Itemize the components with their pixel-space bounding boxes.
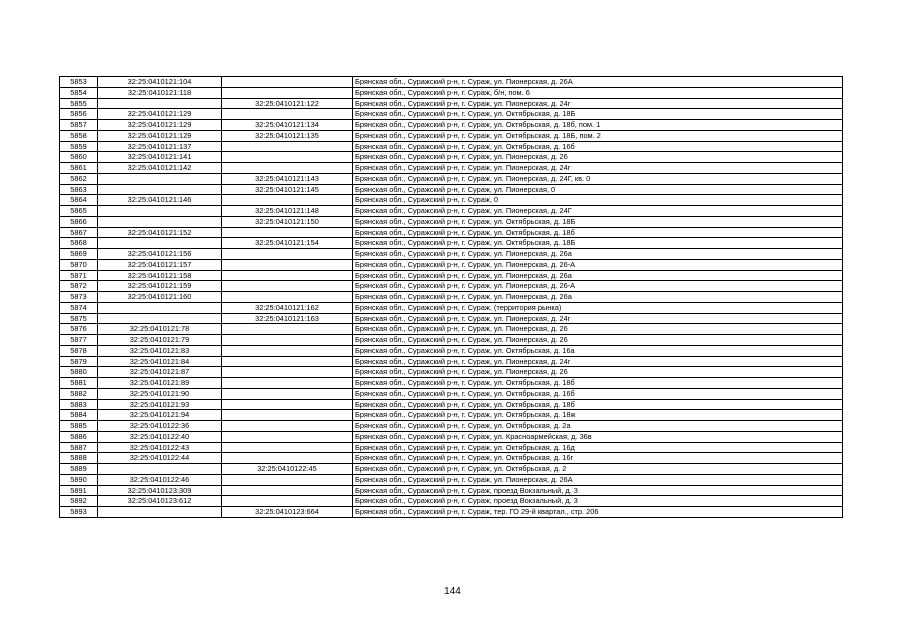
row-number-cell: 5884 (60, 410, 98, 421)
row-number-cell: 5867 (60, 227, 98, 238)
row-number-cell: 5886 (60, 431, 98, 442)
row-number-cell: 5887 (60, 442, 98, 453)
parent-cadastral-number-cell (222, 335, 353, 346)
address-cell: Брянская обл., Суражский р-н, г. Сураж, б/н, пом. 6 (353, 87, 843, 98)
cadastral-number-cell: 32:25:0410123:309 (98, 485, 222, 496)
parent-cadastral-number-cell: 32:25:0410121:162 (222, 302, 353, 313)
parent-cadastral-number-cell: 32:25:0410121:135 (222, 130, 353, 141)
row-number-cell: 5893 (60, 507, 98, 518)
parent-cadastral-number-cell (222, 77, 353, 88)
table-row (60, 141, 843, 152)
cadastral-number-cell: 32:25:0410122:44 (98, 453, 222, 464)
row-number-cell: 5881 (60, 378, 98, 389)
address-cell: Брянская обл., Суражский р-н, г. Сураж, (территория рынка) (353, 302, 843, 313)
address-cell: Брянская обл., Суражский р-н, г. Сураж, ул. Пионерская, д. 26а (353, 270, 843, 281)
address-cell: Брянская обл., Суражский р-н, г. Сураж, ул. Октябрьская, д. 18Б (353, 238, 843, 249)
table-row (60, 216, 843, 227)
address-cell: Брянская обл., Суражский р-н, г. Сураж, ул. Пионерская, д. 24г (353, 163, 843, 174)
table-row (60, 453, 843, 464)
parent-cadastral-number-cell: 32:25:0410121:122 (222, 98, 353, 109)
address-cell: Брянская обл., Суражский р-н, г. Сураж, ул. Октябрьская, д. 2а (353, 421, 843, 432)
parent-cadastral-number-cell (222, 378, 353, 389)
address-cell: Брянская обл., Суражский р-н, г. Сураж, ул. Пионерская, д. 24г (353, 313, 843, 324)
cadastral-number-cell (98, 464, 222, 475)
property-table (59, 76, 843, 518)
table-row (60, 324, 843, 335)
table-row (60, 98, 843, 109)
cadastral-number-cell: 32:25:0410121:160 (98, 292, 222, 303)
parent-cadastral-number-cell: 32:25:0410122:45 (222, 464, 353, 475)
cadastral-number-cell (98, 238, 222, 249)
row-number-cell: 5859 (60, 141, 98, 152)
table-row (60, 410, 843, 421)
parent-cadastral-number-cell (222, 152, 353, 163)
address-cell: Брянская обл., Суражский р-н, г. Сураж, ул. Октябрьская, д. 18Б (353, 109, 843, 120)
row-number-cell: 5882 (60, 388, 98, 399)
parent-cadastral-number-cell (222, 474, 353, 485)
parent-cadastral-number-cell (222, 431, 353, 442)
row-number-cell: 5860 (60, 152, 98, 163)
row-number-cell: 5876 (60, 324, 98, 335)
cadastral-number-cell: 32:25:0410121:159 (98, 281, 222, 292)
table-row (60, 421, 843, 432)
cadastral-number-cell: 32:25:0410121:118 (98, 87, 222, 98)
address-cell: Брянская обл., Суражский р-н, г. Сураж, ул. Пионерская, д. 26 (353, 324, 843, 335)
parent-cadastral-number-cell (222, 259, 353, 270)
address-cell: Брянская обл., Суражский р-н, г. Сураж, ул. Октябрьская, д. 18б (353, 399, 843, 410)
address-cell: Брянская обл., Суражский р-н, г. Сураж, ул. Октябрьская, д. 18б (353, 227, 843, 238)
table-row (60, 195, 843, 206)
parent-cadastral-number-cell (222, 109, 353, 120)
cadastral-number-cell: 32:25:0410122:43 (98, 442, 222, 453)
table-row (60, 431, 843, 442)
address-cell: Брянская обл., Суражский р-н, г. Сураж, ул. Октябрьская, д. 18б (353, 378, 843, 389)
row-number-cell: 5869 (60, 249, 98, 260)
address-cell: Брянская обл., Суражский р-н, г. Сураж, ул. Пионерская, д. 26 (353, 335, 843, 346)
row-number-cell: 5878 (60, 345, 98, 356)
parent-cadastral-number-cell (222, 356, 353, 367)
row-number-cell: 5873 (60, 292, 98, 303)
parent-cadastral-number-cell (222, 270, 353, 281)
parent-cadastral-number-cell: 32:25:0410121:163 (222, 313, 353, 324)
parent-cadastral-number-cell (222, 227, 353, 238)
cadastral-number-cell (98, 313, 222, 324)
parent-cadastral-number-cell: 32:25:0410121:154 (222, 238, 353, 249)
row-number-cell: 5857 (60, 120, 98, 131)
row-number-cell: 5868 (60, 238, 98, 249)
parent-cadastral-number-cell (222, 399, 353, 410)
cadastral-number-cell: 32:25:0410121:137 (98, 141, 222, 152)
parent-cadastral-number-cell (222, 442, 353, 453)
address-cell: Брянская обл., Суражский р-н, г. Сураж, ул. Пионерская, д. 26-А (353, 259, 843, 270)
table-row (60, 184, 843, 195)
cadastral-number-cell: 32:25:0410121:129 (98, 120, 222, 131)
parent-cadastral-number-cell (222, 388, 353, 399)
address-cell: Брянская обл., Суражский р-н, г. Сураж, тер. ГО 29-й квартал., стр. 206 (353, 507, 843, 518)
address-cell: Брянская обл., Суражский р-н, г. Сураж, ул. Октябрьская, д. 18Б, пом. 2 (353, 130, 843, 141)
cadastral-number-cell (98, 184, 222, 195)
table-row (60, 227, 843, 238)
address-cell: Брянская обл., Суражский р-н, г. Сураж, ул. Октябрьская, д. 16б (353, 141, 843, 152)
table-row (60, 238, 843, 249)
row-number-cell: 5862 (60, 173, 98, 184)
parent-cadastral-number-cell (222, 485, 353, 496)
parent-cadastral-number-cell (222, 367, 353, 378)
cadastral-number-cell: 32:25:0410121:129 (98, 109, 222, 120)
address-cell: Брянская обл., Суражский р-н, г. Сураж, ул. Пионерская, д. 26А (353, 77, 843, 88)
address-cell: Брянская обл., Суражский р-н, г. Сураж, ул. Октябрьская, д. 16д (353, 442, 843, 453)
address-cell: Брянская обл., Суражский р-н, г. Сураж, ул. Октябрьская, д. 18ж (353, 410, 843, 421)
property-table-body (60, 77, 843, 518)
row-number-cell: 5865 (60, 206, 98, 217)
table-row (60, 270, 843, 281)
table-row (60, 356, 843, 367)
table-row (60, 152, 843, 163)
cadastral-number-cell: 32:25:0410121:89 (98, 378, 222, 389)
parent-cadastral-number-cell: 32:25:0410123:664 (222, 507, 353, 518)
row-number-cell: 5889 (60, 464, 98, 475)
row-number-cell: 5858 (60, 130, 98, 141)
table-row (60, 302, 843, 313)
cadastral-number-cell: 32:25:0410121:87 (98, 367, 222, 378)
parent-cadastral-number-cell (222, 345, 353, 356)
cadastral-number-cell: 32:25:0410122:40 (98, 431, 222, 442)
row-number-cell: 5885 (60, 421, 98, 432)
table-row (60, 507, 843, 518)
address-cell: Брянская обл., Суражский р-н, г. Сураж, ул. Пионерская, д. 26а (353, 292, 843, 303)
table-row (60, 120, 843, 131)
row-number-cell: 5891 (60, 485, 98, 496)
cadastral-number-cell: 32:25:0410122:36 (98, 421, 222, 432)
row-number-cell: 5871 (60, 270, 98, 281)
cadastral-number-cell: 32:25:0410121:129 (98, 130, 222, 141)
parent-cadastral-number-cell (222, 324, 353, 335)
cadastral-number-cell (98, 507, 222, 518)
cadastral-number-cell: 32:25:0410121:79 (98, 335, 222, 346)
page-number: 144 (444, 586, 461, 597)
address-cell: Брянская обл., Суражский р-н, г. Сураж, ул. Пионерская, 0 (353, 184, 843, 195)
cadastral-number-cell: 32:25:0410121:142 (98, 163, 222, 174)
address-cell: Брянская обл., Суражский р-н, г. Сураж, ул. Пионерская, д. 26 (353, 367, 843, 378)
address-cell: Брянская обл., Суражский р-н, г. Сураж, ул. Октябрьская, д. 18Б (353, 216, 843, 227)
cadastral-number-cell: 32:25:0410121:78 (98, 324, 222, 335)
cadastral-number-cell (98, 206, 222, 217)
address-cell: Брянская обл., Суражский р-н, г. Сураж, ул. Красноармейская, д. 36в (353, 431, 843, 442)
row-number-cell: 5870 (60, 259, 98, 270)
row-number-cell: 5861 (60, 163, 98, 174)
address-cell: Брянская обл., Суражский р-н, г. Сураж, ул. Пионерская, д. 24Г, кв. 0 (353, 173, 843, 184)
table-row (60, 442, 843, 453)
parent-cadastral-number-cell (222, 249, 353, 260)
address-cell: Брянская обл., Суражский р-н, г. Сураж, ул. Пионерская, д. 24Г (353, 206, 843, 217)
address-cell: Брянская обл., Суражский р-н, г. Сураж, ул. Пионерская, д. 26а (353, 249, 843, 260)
address-cell: Брянская обл., Суражский р-н, г. Сураж, ул. Октябрьская, д. 2 (353, 464, 843, 475)
table-row (60, 399, 843, 410)
row-number-cell: 5880 (60, 367, 98, 378)
cadastral-number-cell: 32:25:0410123:612 (98, 496, 222, 507)
row-number-cell: 5883 (60, 399, 98, 410)
table-row (60, 163, 843, 174)
address-cell: Брянская обл., Суражский р-н, г. Сураж, ул. Пионерская, д. 26 (353, 152, 843, 163)
address-cell: Брянская обл., Суражский р-н, г. Сураж, ул. Пионерская, д. 24г (353, 356, 843, 367)
table-row (60, 281, 843, 292)
cadastral-number-cell: 32:25:0410122:46 (98, 474, 222, 485)
parent-cadastral-number-cell (222, 195, 353, 206)
cadastral-number-cell: 32:25:0410121:157 (98, 259, 222, 270)
parent-cadastral-number-cell: 32:25:0410121:134 (222, 120, 353, 131)
parent-cadastral-number-cell (222, 421, 353, 432)
row-number-cell: 5879 (60, 356, 98, 367)
table-row (60, 378, 843, 389)
table-row (60, 485, 843, 496)
cadastral-number-cell: 32:25:0410121:93 (98, 399, 222, 410)
address-cell: Брянская обл., Суражский р-н, г. Сураж, ул. Октябрьская, д. 18б, пом. 1 (353, 120, 843, 131)
table-row (60, 496, 843, 507)
row-number-cell: 5892 (60, 496, 98, 507)
table-row (60, 474, 843, 485)
parent-cadastral-number-cell: 32:25:0410121:145 (222, 184, 353, 195)
row-number-cell: 5888 (60, 453, 98, 464)
cadastral-number-cell (98, 216, 222, 227)
cadastral-number-cell: 32:25:0410121:94 (98, 410, 222, 421)
row-number-cell: 5864 (60, 195, 98, 206)
table-row (60, 335, 843, 346)
table-row (60, 173, 843, 184)
cadastral-number-cell: 32:25:0410121:152 (98, 227, 222, 238)
cadastral-number-cell: 32:25:0410121:90 (98, 388, 222, 399)
table-row (60, 259, 843, 270)
parent-cadastral-number-cell: 32:25:0410121:148 (222, 206, 353, 217)
table-row (60, 367, 843, 378)
cadastral-number-cell: 32:25:0410121:84 (98, 356, 222, 367)
cadastral-number-cell (98, 302, 222, 313)
table-row (60, 77, 843, 88)
table-row (60, 206, 843, 217)
row-number-cell: 5863 (60, 184, 98, 195)
address-cell: Брянская обл., Суражский р-н, г. Сураж, проезд Вокзальный, д. 3 (353, 496, 843, 507)
row-number-cell: 5856 (60, 109, 98, 120)
address-cell: Брянская обл., Суражский р-н, г. Сураж, ул. Пионерская, д. 26-А (353, 281, 843, 292)
parent-cadastral-number-cell (222, 281, 353, 292)
row-number-cell: 5874 (60, 302, 98, 313)
row-number-cell: 5853 (60, 77, 98, 88)
cadastral-number-cell: 32:25:0410121:141 (98, 152, 222, 163)
row-number-cell: 5866 (60, 216, 98, 227)
parent-cadastral-number-cell (222, 496, 353, 507)
parent-cadastral-number-cell (222, 141, 353, 152)
cadastral-number-cell: 32:25:0410121:83 (98, 345, 222, 356)
row-number-cell: 5854 (60, 87, 98, 98)
table-row (60, 313, 843, 324)
address-cell: Брянская обл., Суражский р-н, г. Сураж, ул. Пионерская, д. 24г (353, 98, 843, 109)
row-number-cell: 5872 (60, 281, 98, 292)
parent-cadastral-number-cell (222, 292, 353, 303)
address-cell: Брянская обл., Суражский р-н, г. Сураж, проезд Вокзальный, д. 3 (353, 485, 843, 496)
parent-cadastral-number-cell (222, 410, 353, 421)
table-row (60, 388, 843, 399)
row-number-cell: 5875 (60, 313, 98, 324)
address-cell: Брянская обл., Суражский р-н, г. Сураж, ул. Пионерская, д. 26А (353, 474, 843, 485)
cadastral-number-cell: 32:25:0410121:156 (98, 249, 222, 260)
address-cell: Брянская обл., Суражский р-н, г. Сураж, ул. Октябрьская, д. 16а (353, 345, 843, 356)
parent-cadastral-number-cell (222, 163, 353, 174)
table-row (60, 109, 843, 120)
address-cell: Брянская обл., Суражский р-н, г. Сураж, ул. Октябрьская, д. 16г (353, 453, 843, 464)
cadastral-number-cell: 32:25:0410121:146 (98, 195, 222, 206)
parent-cadastral-number-cell (222, 453, 353, 464)
table-row (60, 292, 843, 303)
address-cell: Брянская обл., Суражский р-н, г. Сураж, 0 (353, 195, 843, 206)
parent-cadastral-number-cell: 32:25:0410121:143 (222, 173, 353, 184)
row-number-cell: 5877 (60, 335, 98, 346)
cadastral-number-cell: 32:25:0410121:158 (98, 270, 222, 281)
table-row (60, 130, 843, 141)
table-row (60, 249, 843, 260)
cadastral-number-cell (98, 173, 222, 184)
cadastral-number-cell (98, 98, 222, 109)
row-number-cell: 5855 (60, 98, 98, 109)
table-row (60, 87, 843, 98)
parent-cadastral-number-cell (222, 87, 353, 98)
table-row (60, 345, 843, 356)
address-cell: Брянская обл., Суражский р-н, г. Сураж, ул. Октябрьская, д. 16б (353, 388, 843, 399)
row-number-cell: 5890 (60, 474, 98, 485)
cadastral-number-cell: 32:25:0410121:104 (98, 77, 222, 88)
table-row (60, 464, 843, 475)
parent-cadastral-number-cell: 32:25:0410121:150 (222, 216, 353, 227)
